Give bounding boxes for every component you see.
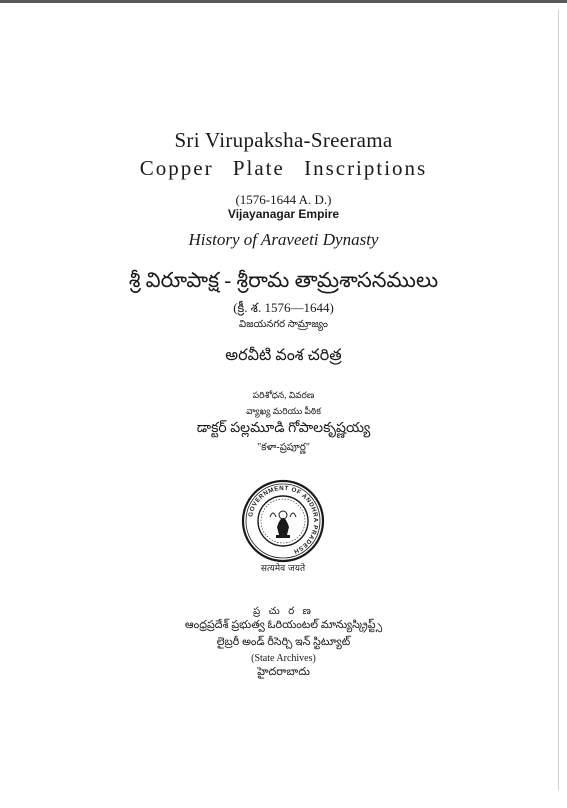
telugu-editor-title: "కళా-ప్రపూర్ణ": [257, 442, 310, 453]
publisher-line1: ఆంధ్రప్రదేశ్ ప్రభుత్వ ఓరియంటల్ మాన్యుస్క్రిప్ట్స్: [184, 619, 383, 631]
top-border: [0, 0, 567, 3]
telugu-editor-role: పరిశోధన, వివరణ: [252, 390, 315, 400]
english-title-line2: Copper Plate Inscriptions: [139, 156, 428, 180]
telugu-history: అరవీటి వంశ చరిత్ర: [225, 347, 342, 364]
telugu-period: (క్రీ. శ. 1576—1644): [233, 300, 334, 315]
publisher-state-archives: (State Archives): [251, 653, 316, 664]
seal-ring-text: GOVERNMENT OF ANDHRA PRADESH: [247, 484, 320, 556]
publisher-city: హైదరాబాదు: [257, 666, 310, 678]
telugu-editor-role2: వ్యాఖ్య మరియు పీఠిక: [246, 406, 321, 416]
publisher-line2: లైబ్రరీ అండ్ రీసెర్చి ఇన్ స్టిట్యూట్: [216, 636, 351, 648]
english-history: History of Araveeti Dynasty: [188, 230, 379, 249]
telugu-title: శ్రీ విరూపాక్ష - శ్రీరామ తామ్రశాసనములు: [128, 268, 439, 292]
andhra-pradesh-emblem-icon: [240, 477, 326, 577]
telugu-empire: విజయనగర సామ్రాజ్యం: [239, 319, 328, 330]
english-period: (1576-1644 A. D.): [235, 192, 332, 207]
seal-motto: सत्यमेव जयते: [260, 564, 306, 574]
telugu-editor-name: డాక్టర్ పల్లమూడి గోపాలకృష్ణయ్య: [196, 421, 371, 436]
english-empire: Vijayanagar Empire: [227, 207, 340, 221]
english-title-line1: Sri Virupaksha-Sreerama: [174, 128, 393, 152]
publisher-label: ప్ర చు ర ణ: [253, 606, 314, 617]
